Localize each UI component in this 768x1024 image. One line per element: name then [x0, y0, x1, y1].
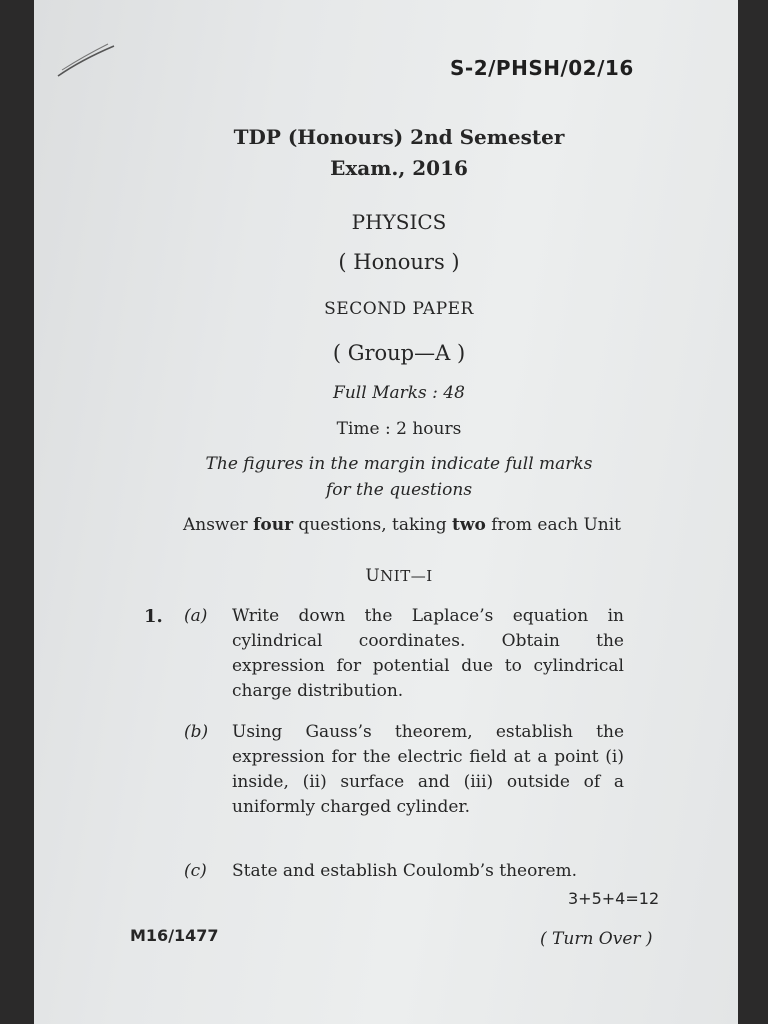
exam-title-line2: Exam., 2016	[330, 156, 468, 180]
turn-over-note: ( Turn Over )	[540, 929, 653, 949]
paper-number: SECOND PAPER	[324, 299, 474, 319]
part-a-label: (a)	[184, 606, 208, 626]
marks-breakdown: 3+5+4=12	[568, 889, 660, 908]
margin-note-line2: for the questions	[325, 480, 473, 500]
pen-mark-scribble	[56, 40, 116, 80]
subject-name: PHYSICS	[351, 210, 447, 234]
answer-instruction	[37, 515, 738, 535]
instruction-part2: questions, taking	[293, 515, 452, 535]
full-marks	[34, 383, 738, 403]
group-label: ( Group—A )	[332, 341, 466, 365]
exam-paper-sheet	[34, 0, 738, 1024]
part-c-label: (c)	[184, 861, 207, 881]
instruction-bold-two: two	[451, 515, 486, 535]
margin-note-line1: The figures in the margin indicate full marks	[205, 454, 593, 474]
part-b-text: Using Gauss’s theorem, establish the expression for the electric field at a point (i) inside, (ii) surface and (iii) outside of a uniformly charged cylinder.	[232, 722, 624, 817]
instruction-part3: from each Unit	[485, 515, 622, 535]
exam-title-line1: TDP (Honours) 2nd Semester	[233, 125, 565, 149]
instruction-part1: Answer	[182, 515, 254, 535]
unit-initial: U	[365, 566, 381, 586]
part-c-text: State and establish Coulomb’s theorem.	[232, 861, 578, 881]
footer-code: M16/1477	[130, 926, 219, 945]
part-b-label: (b)	[184, 722, 209, 742]
question-number: 1.	[144, 606, 163, 627]
instruction-bold-four: four	[253, 515, 294, 535]
time-allowed	[34, 419, 738, 439]
full-marks-text: Full Marks : 48	[333, 383, 465, 403]
course-type: ( Honours )	[338, 250, 460, 274]
unit-heading	[34, 566, 738, 586]
time-text: Time : 2 hours	[336, 419, 462, 439]
unit-rest: NIT—I	[380, 567, 433, 585]
paper-code: S-2/PHSH/02/16	[450, 56, 634, 80]
part-a-text: Write down the Laplace’s equation in cylindrical coordinates. Obtain the expression for potential due to cylindrical charge distribution.	[232, 606, 624, 701]
